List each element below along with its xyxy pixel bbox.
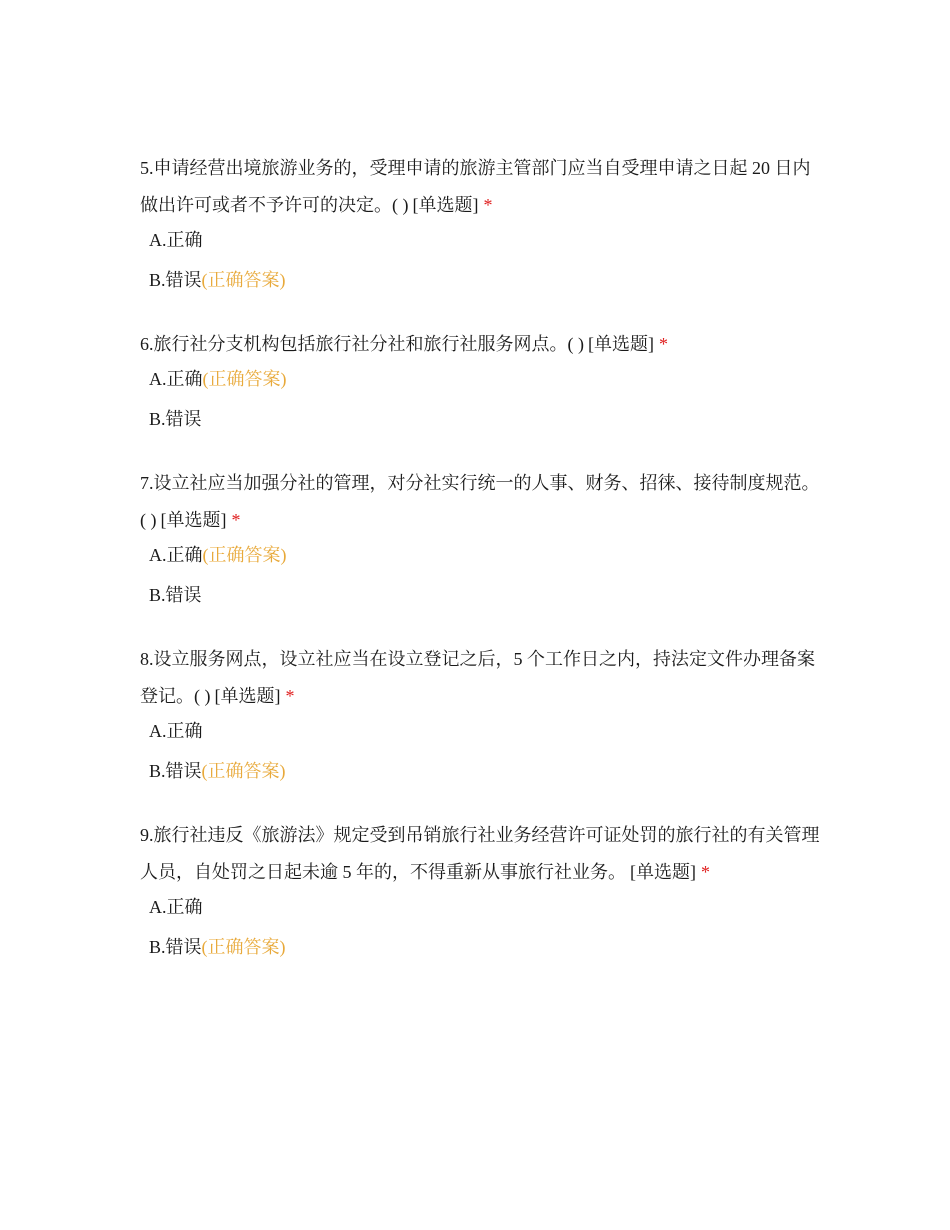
- option-label: B.错误: [149, 937, 202, 957]
- required-mark: *: [701, 862, 710, 882]
- question-9: [140, 817, 820, 959]
- question-type: [单选题]: [588, 334, 654, 354]
- option-label: A.正确: [149, 545, 203, 565]
- option-label: A.正确: [149, 230, 203, 250]
- question-stem: 7.设立社应当加强分社的管理，对分社实行统一的人事、财务、招徕、接待制度规范。( ): [140, 473, 820, 530]
- question-5: [140, 150, 820, 292]
- question-7: [140, 465, 820, 607]
- option-b[interactable]: [149, 583, 820, 607]
- required-mark: *: [285, 686, 295, 706]
- question-text: [140, 326, 820, 363]
- question-stem: 9.旅行社违反《旅游法》规定受到吊销旅行社业务经营许可证处罚的旅行社的有关管理人员，自处罚之日起未逾 5 年的，不得重新从事旅行社业务。: [140, 825, 820, 882]
- question-text: [140, 150, 820, 224]
- question-type: [单选题]: [412, 195, 479, 215]
- correct-answer-mark: (正确答案): [201, 270, 286, 290]
- question-text: [140, 465, 820, 539]
- option-a[interactable]: [149, 367, 820, 391]
- option-label: B.错误: [149, 761, 202, 781]
- option-a[interactable]: [149, 543, 820, 567]
- required-mark: *: [231, 510, 241, 530]
- correct-answer-mark: (正确答案): [201, 761, 286, 781]
- question-text: [140, 641, 820, 715]
- option-a[interactable]: [149, 895, 820, 919]
- quiz-page: [140, 150, 820, 993]
- question-8: [140, 641, 820, 783]
- option-label: B.错误: [149, 409, 202, 429]
- question-stem: 6.旅行社分支机构包括旅行社分社和旅行社服务网点。( ): [140, 334, 584, 354]
- option-label: B.错误: [149, 270, 202, 290]
- question-6: [140, 326, 820, 431]
- question-type: [单选题]: [214, 686, 281, 706]
- correct-answer-mark: (正确答案): [202, 369, 287, 389]
- option-b[interactable]: [149, 268, 820, 292]
- option-label: A.正确: [149, 369, 203, 389]
- question-stem: 5.申请经营出境旅游业务的，受理申请的旅游主管部门应当自受理申请之日起 20 日内做出许可或者不予许可的决定。( ): [140, 158, 811, 215]
- question-type: [单选题]: [630, 862, 696, 882]
- option-a[interactable]: [149, 719, 820, 743]
- question-type: [单选题]: [160, 510, 227, 530]
- option-b[interactable]: [149, 407, 820, 431]
- option-a[interactable]: [149, 228, 820, 252]
- correct-answer-mark: (正确答案): [201, 937, 286, 957]
- option-label: A.正确: [149, 897, 203, 917]
- required-mark: *: [659, 334, 668, 354]
- question-text: [140, 817, 820, 891]
- correct-answer-mark: (正确答案): [202, 545, 287, 565]
- option-b[interactable]: [149, 759, 820, 783]
- option-label: B.错误: [149, 585, 202, 605]
- option-b[interactable]: [149, 935, 820, 959]
- required-mark: *: [483, 195, 493, 215]
- question-stem: 8.设立服务网点，设立社应当在设立登记之后，5 个工作日之内，持法定文件办理备案登记。( ): [140, 649, 815, 706]
- option-label: A.正确: [149, 721, 203, 741]
